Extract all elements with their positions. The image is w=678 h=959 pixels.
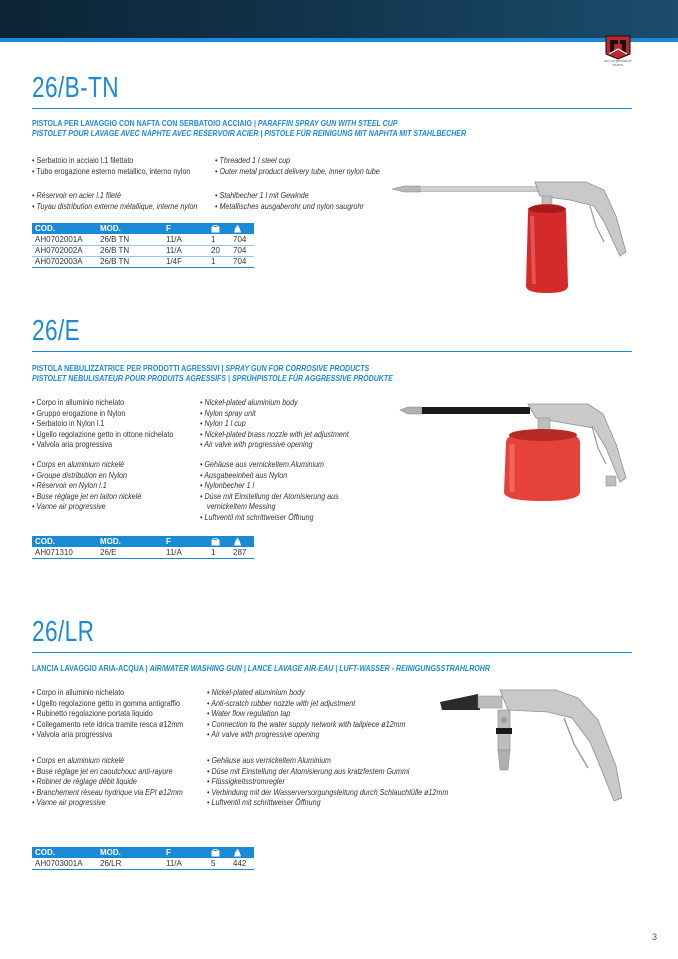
features-de [215, 190, 364, 211]
product-section-26-lr [32, 616, 632, 868]
page-number: 3 [652, 932, 658, 942]
feature-item: • Vanne air progressive [32, 501, 141, 512]
feature-item: • Nickel-plated brass nozzle with jet adjustment [200, 429, 349, 440]
product-title: 26/LR [32, 616, 95, 648]
feature-item: • Serbatoio in Nylon l.1 [32, 418, 173, 429]
feature-item: • Outer metal product delivery tube, inner nylon tube [215, 166, 380, 177]
weight-icon [233, 225, 242, 233]
feature-item: • Metallisches ausgaberohr und nylon saugrohr [215, 201, 364, 212]
features-it [32, 397, 173, 450]
spec-table [32, 847, 254, 870]
feature-item: • Luftventil mit schrittweiser Öffnung [200, 512, 339, 523]
feature-item: • Nickel-plated aluminium body [207, 687, 405, 698]
feature-item: • Düse mit Einstellung der Atomisierung aus kratzfestem Gummi [207, 766, 448, 777]
col-mod: MOD. [97, 223, 163, 234]
feature-item: • Corps en aluminium nickelé [32, 755, 183, 766]
feature-item: • Corps en aluminium nickelé [32, 459, 141, 470]
feature-item: • Buse réglage jet en laiton nickelé [32, 491, 141, 502]
col-mod: MOD. [97, 536, 163, 547]
col-f: F [163, 536, 208, 547]
features-it [32, 687, 183, 740]
col-f: F [163, 847, 208, 858]
col-pack [208, 847, 230, 858]
feature-item: • Valvola aria progressiva [32, 729, 183, 740]
feature-item: • Air valve with progressive opening [207, 729, 405, 740]
product-subtitle-line1: PISTOLA PER LAVAGGIO CON NAFTA CON SERBATOIO ACCIAIO | PARAFFIN SPRAY GUN WITH STEEL CUP [32, 118, 398, 128]
box-icon [211, 538, 220, 546]
title-rule [32, 351, 632, 352]
title-rule [32, 108, 632, 109]
features-en [215, 155, 380, 176]
feature-item: • Stahlbecher 1 l mit Gewinde [215, 190, 364, 201]
feature-item: • Serbatoio in acciaio l.1 filettato [32, 155, 190, 166]
product-subtitle-line2: PISTOLET NEBULISATEUR POUR PRODUITS AGRESSIFS | SPRÜHPISTOLE FÜR AGGRESSIVE PRODUKTE [32, 373, 393, 383]
feature-item: • Rubinetto regolazione portata liquido [32, 708, 183, 719]
product-subtitle-line1: LANCIA LAVAGGIO ARIA-ACQUA | AIR/WATER WASHING GUN | LANCE LAVAGE AIR-EAU | LUFT-WASSER - REINIGUNGSSTRAHLROHR [32, 663, 490, 673]
col-pack [208, 536, 230, 547]
feature-item: • Nylonbecher 1 l [200, 480, 339, 491]
product-section-26-e [32, 315, 632, 557]
feature-item: • Tubo erogazione esterno metallico, interno nylon [32, 166, 190, 177]
box-icon [211, 225, 220, 233]
logo-text: ANI COMPONENT PARTS [604, 59, 632, 67]
feature-item: • Threaded 1 l steel cup [215, 155, 380, 166]
feature-item: • Ugello regolazione getto in ottone nichelato [32, 429, 173, 440]
feature-item: • Corpo in alluminio nichelato [32, 397, 173, 408]
col-weight [230, 847, 254, 858]
box-icon [211, 849, 220, 857]
table-row: AH0702001A 26/B TN 11/A 1 704 [32, 234, 254, 245]
features-fr [32, 459, 141, 512]
features-fr [32, 190, 197, 211]
features-de [207, 755, 448, 808]
weight-icon [233, 538, 242, 546]
col-cod: COD. [32, 536, 97, 547]
product-image-26-lr [438, 680, 633, 805]
feature-item: • Vanne air progressive [32, 797, 183, 808]
feature-item: • Verbindung mit der Wasserversorgungsleitung durch Schlauchtülle ø12mm [207, 787, 448, 798]
feature-item: • Düse mit Einstellung der Atomisierung aus [200, 491, 339, 502]
feature-item: • Anti-scratch rubber nozzle with jet adjustment [207, 698, 405, 709]
col-weight [230, 536, 254, 547]
feature-continuation: vernickeltem Messing [206, 501, 276, 512]
feature-item: • Branchement réseau hydrique via EPI ø12mm [32, 787, 183, 798]
features-de [200, 459, 339, 523]
feature-item: • Réservoir en Nylon l.1 [32, 480, 141, 491]
features-it [32, 155, 190, 176]
feature-item: • Groupe distribution en Nylon [32, 470, 141, 481]
feature-item: • Air valve with progressive opening [200, 439, 349, 450]
product-image-26-e [398, 392, 638, 502]
feature-item: • Connection to the water supply network with tailpiece ø12mm [207, 719, 405, 730]
product-image-26-b-tn [390, 176, 635, 294]
feature-item: • Corpo in alluminio nichelato [32, 687, 183, 698]
table-row: AH0702003A 26/B TN 1/4F 1 704 [32, 256, 254, 267]
feature-item: • Réservoir en acier l.1 fileté [32, 190, 197, 201]
product-section-26-b-tn [32, 72, 632, 266]
header-accent-line [0, 38, 678, 42]
col-cod: COD. [32, 847, 97, 858]
table-row: AH071310 26/E 11/A 1 287 [32, 547, 254, 558]
table-row: AH0703001A 26/LR 11/A 5 442 [32, 858, 254, 869]
feature-item: • Nickel-plated aluminium body [200, 397, 349, 408]
table-row: AH0702002A 26/B TN 11/A 20 704 [32, 245, 254, 256]
feature-item: • Ausgabeeinheit aus Nylon [200, 470, 339, 481]
feature-item: • Valvola aria progressiva [32, 439, 173, 450]
features-fr [32, 755, 183, 808]
col-mod: MOD. [97, 847, 163, 858]
product-subtitle-line2: PISTOLET POUR LAVAGE AVEC NAPHTE AVEC RESERVOIR ACIER | PISTOLE FÜR REINIGUNG MIT NAPHTA MIT STAHLBECHER [32, 128, 467, 138]
feature-item: • Luftventil mit schrittweiser Öffnung [207, 797, 448, 808]
product-title: 26/E [32, 315, 81, 347]
feature-item: • Gehäuse aus vernickeltem Aluminium [207, 755, 448, 766]
spec-table [32, 536, 254, 559]
feature-item: • Nylon spray unit [200, 408, 349, 419]
feature-item: • Robinet de réglage débit liquide [32, 776, 183, 787]
feature-item: • Flüssigkeitsstromregler [207, 776, 448, 787]
feature-item: • Tuyau distribution externe métallique, interne nylon [32, 201, 197, 212]
product-title: 26/B-TN [32, 72, 119, 104]
feature-item: • Gehäuse aus vernickeltem Aluminium [200, 459, 339, 470]
col-f: F [163, 223, 208, 234]
feature-item: • Buse réglage jet en caoutchouc anti-rayure [32, 766, 183, 777]
feature-item: • Nylon 1 l cup [200, 418, 349, 429]
product-subtitle-line1: PISTOLA NEBULIZZATRICE PER PRODOTTI AGRESSIVI | SPRAY GUN FOR CORROSIVE PRODUCTS [32, 363, 370, 373]
col-cod: COD. [32, 223, 97, 234]
col-pack [208, 223, 230, 234]
feature-item: • Collegamento rete idrica tramite resca ø12mm [32, 719, 183, 730]
features-en [200, 397, 349, 450]
title-rule [32, 652, 632, 653]
header-bar [0, 0, 678, 42]
feature-item: • Water flow regulation tap [207, 708, 405, 719]
weight-icon [233, 849, 242, 857]
feature-item: • Ugello regolazione getto in gomma antigraffio [32, 698, 183, 709]
col-weight [230, 223, 254, 234]
spec-table [32, 223, 254, 268]
features-en [207, 687, 405, 740]
brand-logo [603, 32, 633, 62]
feature-item: • Gruppo erogazione in Nylon [32, 408, 173, 419]
